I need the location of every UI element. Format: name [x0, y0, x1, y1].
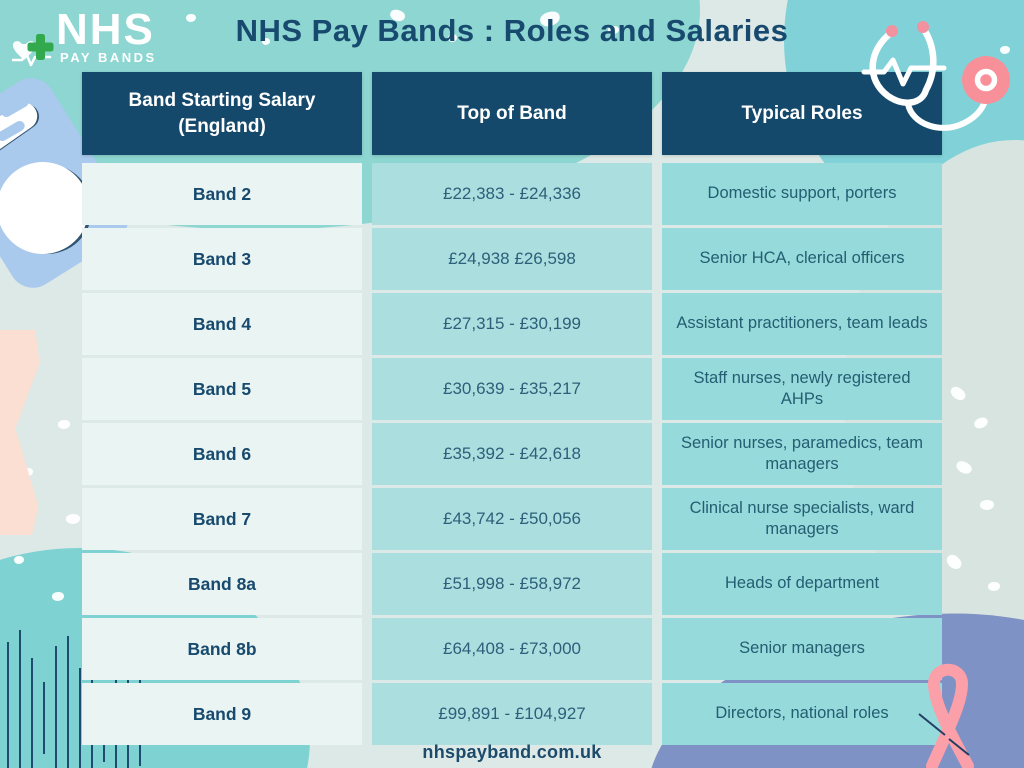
band-cell: Band 2	[82, 163, 362, 225]
roles-cell: Senior HCA, clerical officers	[662, 228, 942, 290]
roles-cell: Directors, national roles	[662, 683, 942, 745]
page-title: NHS Pay Bands : Roles and Salaries	[235, 13, 789, 48]
roles-cell: Heads of department	[662, 553, 942, 615]
peach-shape	[0, 330, 64, 535]
salary-cell: £64,408 - £73,000	[372, 618, 652, 680]
band-cell: Band 4	[82, 293, 362, 355]
salary-cell: £30,639 - £35,217	[372, 358, 652, 420]
stethoscope-icon	[860, 16, 1020, 146]
salary-cell: £22,383 - £24,336	[372, 163, 652, 225]
roles-cell: Clinical nurse specialists, ward managers	[662, 488, 942, 550]
logo-subtext: PAY BANDS	[60, 50, 157, 65]
salary-cell: £99,891 - £104,927	[372, 683, 652, 745]
table-body	[82, 163, 928, 745]
salary-cell: £27,315 - £30,199	[372, 293, 652, 355]
column-header-top-of-band: Top of Band	[372, 72, 652, 155]
salary-cell: £35,392 - £42,618	[372, 423, 652, 485]
band-cell: Band 8a	[82, 553, 362, 615]
speck-dot	[58, 420, 70, 429]
salary-cell: £51,998 - £58,972	[372, 553, 652, 615]
column-header-typical-roles: Typical Roles	[662, 72, 942, 155]
speck-dot	[66, 514, 80, 524]
salary-cell: £43,742 - £50,056	[372, 488, 652, 550]
column-header-band-starting-salary: Band Starting Salary (England)	[82, 72, 362, 155]
pink-ribbon-icon	[918, 658, 982, 768]
table-header-row	[82, 72, 922, 155]
band-cell: Band 8b	[82, 618, 362, 680]
roles-cell: Staff nurses, newly registered AHPs	[662, 358, 942, 420]
roles-cell: Senior managers	[662, 618, 942, 680]
band-cell: Band 9	[82, 683, 362, 745]
logo-text: NHS	[56, 5, 155, 54]
roles-cell: Domestic support, porters	[662, 163, 942, 225]
band-cell: Band 5	[82, 358, 362, 420]
band-cell: Band 3	[82, 228, 362, 290]
band-cell: Band 7	[82, 488, 362, 550]
pay-bands-table	[82, 72, 928, 745]
salary-cell: £24,938 £26,598	[372, 228, 652, 290]
roles-cell: Assistant practitioners, team leads	[662, 293, 942, 355]
band-cell: Band 6	[82, 423, 362, 485]
roles-cell: Senior nurses, paramedics, team managers	[662, 423, 942, 485]
website-url: nhspayband.com.uk	[422, 742, 602, 762]
